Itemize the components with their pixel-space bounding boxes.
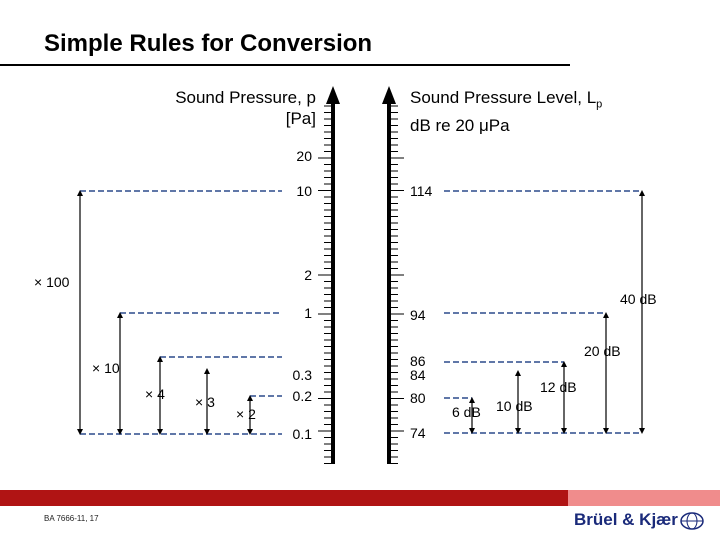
db-label-10: 10 dB bbox=[496, 398, 533, 414]
right-axis-ticks bbox=[389, 106, 404, 464]
left-tick-label-0.2: 0.2 bbox=[292, 388, 312, 404]
right-axis-header-line2: dB re 20 μPa bbox=[410, 116, 510, 136]
left-axis-arrowhead bbox=[326, 86, 340, 104]
ratio-label-x2: × 2 bbox=[236, 406, 256, 422]
left-tick-label-0.1: 0.1 bbox=[292, 426, 312, 442]
db-label-20: 20 dB bbox=[584, 343, 621, 359]
right-tick-label-94: 94 bbox=[410, 307, 426, 323]
left-tick-label-0.3: 0.3 bbox=[292, 367, 312, 383]
page-title: Simple Rules for Conversion bbox=[44, 30, 373, 57]
db-label-6: 6 dB bbox=[452, 404, 481, 420]
footer-document-id: BA 7666-11, 17 bbox=[44, 514, 99, 523]
right-axis-header-text: Sound Pressure Level, L bbox=[410, 88, 597, 107]
left-axis-header-line1: Sound Pressure, p bbox=[175, 88, 316, 107]
right-tick-label-74: 74 bbox=[410, 425, 426, 441]
right-axis-arrowhead bbox=[382, 86, 396, 104]
brand-logo-text: Brüel & Kjær bbox=[574, 510, 678, 529]
right-tick-label-80: 80 bbox=[410, 390, 426, 406]
left-tick-label-10: 10 bbox=[296, 183, 312, 199]
left-axis-ticks bbox=[318, 106, 333, 464]
footer-bar-right bbox=[568, 490, 720, 506]
left-tick-label-1: 1 bbox=[304, 305, 312, 321]
right-axis-header-subscript: p bbox=[596, 98, 603, 111]
ratio-label-x3: × 3 bbox=[195, 394, 215, 410]
db-label-12: 12 dB bbox=[540, 379, 577, 395]
left-axis-header-line2: [Pa] bbox=[285, 109, 316, 128]
globe-icon bbox=[680, 509, 704, 533]
right-tick-label-114: 114 bbox=[410, 183, 433, 199]
left-tick-label-20: 20 bbox=[296, 148, 312, 164]
ratio-label-x100: × 100 bbox=[34, 274, 70, 290]
ratio-label-x10: × 10 bbox=[92, 360, 120, 376]
right-tick-label-86: 86 bbox=[410, 353, 426, 369]
db-label-40: 40 dB bbox=[620, 291, 657, 307]
footer-bar-left bbox=[0, 490, 568, 506]
left-tick-label-2: 2 bbox=[304, 267, 312, 283]
right-tick-label-84: 84 bbox=[410, 367, 426, 383]
ratio-label-x4: × 4 bbox=[145, 386, 165, 402]
